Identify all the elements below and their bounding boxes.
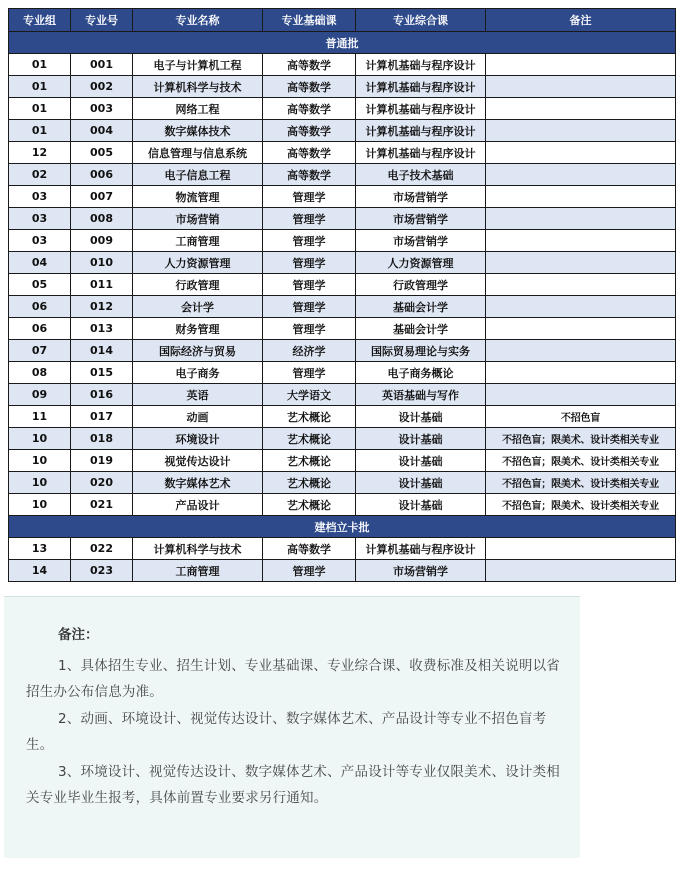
cell-comprehensive-course: 计算机基础与程序设计 (356, 538, 486, 560)
cell-basic-course: 管理学 (263, 560, 356, 582)
cell-comprehensive-course: 电子商务概论 (356, 362, 486, 384)
cell-basic-course: 高等数学 (263, 538, 356, 560)
cell-group: 06 (9, 296, 71, 318)
batch-row (9, 32, 676, 54)
cell-group: 11 (9, 406, 71, 428)
table-row (9, 142, 676, 164)
cell-major-name: 电子与计算机工程 (133, 54, 263, 76)
table-row (9, 98, 676, 120)
table-row (9, 296, 676, 318)
table-row (9, 76, 676, 98)
table-row (9, 252, 676, 274)
note-paragraph-2: 2、动画、环境设计、视觉传达设计、数字媒体艺术、产品设计等专业不招色盲考生。 (26, 711, 547, 753)
cell-comprehensive-course: 行政管理学 (356, 274, 486, 296)
cell-remark (486, 120, 676, 142)
batch-title: 建档立卡批 (9, 516, 676, 538)
cell-group: 09 (9, 384, 71, 406)
cell-basic-course: 高等数学 (263, 98, 356, 120)
cell-basic-course: 艺术概论 (263, 450, 356, 472)
cell-comprehensive-course: 基础会计学 (356, 296, 486, 318)
cell-basic-course: 管理学 (263, 296, 356, 318)
table-row (9, 494, 676, 516)
table-row (9, 120, 676, 142)
cell-major-code: 014 (71, 340, 133, 362)
cell-major-name: 会计学 (133, 296, 263, 318)
cell-comprehensive-course: 计算机基础与程序设计 (356, 142, 486, 164)
note-paragraph-1: 1、具体招生专业、招生计划、专业基础课、专业综合课、收费标准及相关说明以省招生办公布信息为准。 (26, 658, 560, 700)
cell-major-name: 信息管理与信息系统 (133, 142, 263, 164)
table-row (9, 208, 676, 230)
cell-major-name: 电子信息工程 (133, 164, 263, 186)
table-row (9, 274, 676, 296)
cell-major-code: 023 (71, 560, 133, 582)
cell-basic-course: 艺术概论 (263, 472, 356, 494)
cell-basic-course: 管理学 (263, 318, 356, 340)
cell-basic-course: 管理学 (263, 230, 356, 252)
cell-remark (486, 538, 676, 560)
cell-basic-course: 高等数学 (263, 54, 356, 76)
cell-major-name: 市场营销 (133, 208, 263, 230)
cell-group: 07 (9, 340, 71, 362)
cell-comprehensive-course: 计算机基础与程序设计 (356, 76, 486, 98)
cell-major-name: 国际经济与贸易 (133, 340, 263, 362)
notes-box (4, 596, 580, 858)
cell-remark (486, 186, 676, 208)
cell-remark (486, 98, 676, 120)
cell-comprehensive-course: 英语基础与写作 (356, 384, 486, 406)
cell-remark: 不招色盲；限美术、设计类相关专业 (486, 450, 676, 472)
cell-remark (486, 340, 676, 362)
cell-remark (486, 230, 676, 252)
table-row (9, 164, 676, 186)
cell-group: 10 (9, 494, 71, 516)
cell-basic-course: 管理学 (263, 186, 356, 208)
cell-major-name: 物流管理 (133, 186, 263, 208)
cell-major-name: 财务管理 (133, 318, 263, 340)
cell-comprehensive-course: 国际贸易理论与实务 (356, 340, 486, 362)
cell-comprehensive-course: 设计基础 (356, 472, 486, 494)
header-major-name: 专业名称 (133, 9, 263, 32)
cell-major-code: 008 (71, 208, 133, 230)
cell-major-code: 020 (71, 472, 133, 494)
table-row (9, 230, 676, 252)
cell-comprehensive-course: 设计基础 (356, 450, 486, 472)
batch-row (9, 516, 676, 538)
cell-major-name: 视觉传达设计 (133, 450, 263, 472)
table-row (9, 428, 676, 450)
cell-major-name: 数字媒体艺术 (133, 472, 263, 494)
cell-basic-course: 高等数学 (263, 120, 356, 142)
cell-basic-course: 高等数学 (263, 164, 356, 186)
cell-major-code: 010 (71, 252, 133, 274)
cell-remark (486, 560, 676, 582)
table-row (9, 450, 676, 472)
cell-major-name: 计算机科学与技术 (133, 76, 263, 98)
cell-major-name: 工商管理 (133, 230, 263, 252)
cell-remark: 不招色盲；限美术、设计类相关专业 (486, 472, 676, 494)
cell-basic-course: 艺术概论 (263, 494, 356, 516)
cell-group: 10 (9, 472, 71, 494)
cell-remark (486, 362, 676, 384)
table-row (9, 340, 676, 362)
notes-title: 备注： (58, 627, 99, 643)
cell-comprehensive-course: 基础会计学 (356, 318, 486, 340)
table-row (9, 362, 676, 384)
cell-comprehensive-course: 市场营销学 (356, 230, 486, 252)
cell-comprehensive-course: 市场营销学 (356, 208, 486, 230)
table-row (9, 54, 676, 76)
cell-comprehensive-course: 人力资源管理 (356, 252, 486, 274)
cell-comprehensive-course: 设计基础 (356, 494, 486, 516)
cell-major-name: 网络工程 (133, 98, 263, 120)
cell-major-name: 数字媒体技术 (133, 120, 263, 142)
cell-group: 12 (9, 142, 71, 164)
cell-basic-course: 管理学 (263, 208, 356, 230)
cell-basic-course: 高等数学 (263, 142, 356, 164)
cell-group: 01 (9, 98, 71, 120)
cell-group: 01 (9, 76, 71, 98)
cell-comprehensive-course: 计算机基础与程序设计 (356, 98, 486, 120)
cell-group: 02 (9, 164, 71, 186)
cell-major-name: 动画 (133, 406, 263, 428)
cell-major-code: 006 (71, 164, 133, 186)
table-row (9, 560, 676, 582)
cell-remark (486, 274, 676, 296)
cell-comprehensive-course: 计算机基础与程序设计 (356, 120, 486, 142)
table-header (9, 9, 676, 32)
table-row (9, 186, 676, 208)
cell-group: 03 (9, 230, 71, 252)
header-basic-course: 专业基础课 (263, 9, 356, 32)
cell-group: 06 (9, 318, 71, 340)
cell-basic-course: 管理学 (263, 252, 356, 274)
table-body (9, 32, 676, 582)
cell-major-code: 016 (71, 384, 133, 406)
cell-comprehensive-course: 市场营销学 (356, 186, 486, 208)
cell-comprehensive-course: 设计基础 (356, 406, 486, 428)
cell-group: 03 (9, 208, 71, 230)
cell-major-code: 007 (71, 186, 133, 208)
cell-group: 13 (9, 538, 71, 560)
cell-major-name: 英语 (133, 384, 263, 406)
cell-major-code: 011 (71, 274, 133, 296)
cell-remark (486, 252, 676, 274)
cell-remark: 不招色盲；限美术、设计类相关专业 (486, 428, 676, 450)
cell-group: 10 (9, 450, 71, 472)
cell-major-code: 019 (71, 450, 133, 472)
cell-group: 14 (9, 560, 71, 582)
cell-major-code: 009 (71, 230, 133, 252)
header-remark: 备注 (486, 9, 676, 32)
header-comprehensive-course: 专业综合课 (356, 9, 486, 32)
cell-comprehensive-course: 电子技术基础 (356, 164, 486, 186)
header-major-code: 专业号 (71, 9, 133, 32)
cell-major-name: 人力资源管理 (133, 252, 263, 274)
admission-table (8, 8, 676, 582)
cell-major-code: 021 (71, 494, 133, 516)
cell-major-name: 电子商务 (133, 362, 263, 384)
cell-major-code: 015 (71, 362, 133, 384)
cell-major-code: 022 (71, 538, 133, 560)
cell-remark (486, 54, 676, 76)
table-row (9, 538, 676, 560)
cell-major-name: 产品设计 (133, 494, 263, 516)
batch-title: 普通批 (9, 32, 676, 54)
cell-comprehensive-course: 计算机基础与程序设计 (356, 54, 486, 76)
cell-group: 05 (9, 274, 71, 296)
cell-basic-course: 高等数学 (263, 76, 356, 98)
cell-basic-course: 艺术概论 (263, 406, 356, 428)
cell-group: 01 (9, 120, 71, 142)
cell-remark (486, 76, 676, 98)
note-paragraph-3: 3、环境设计、视觉传达设计、数字媒体艺术、产品设计等专业仅限美术、设计类相关专业毕业生报考，具体前置专业要求另行通知。 (26, 764, 560, 806)
cell-group: 01 (9, 54, 71, 76)
cell-major-code: 003 (71, 98, 133, 120)
table-row (9, 472, 676, 494)
cell-remark: 不招色盲；限美术、设计类相关专业 (486, 494, 676, 516)
cell-major-code: 017 (71, 406, 133, 428)
table-row (9, 384, 676, 406)
cell-major-code: 005 (71, 142, 133, 164)
cell-major-name: 计算机科学与技术 (133, 538, 263, 560)
cell-major-name: 工商管理 (133, 560, 263, 582)
cell-group: 04 (9, 252, 71, 274)
cell-remark (486, 208, 676, 230)
cell-major-code: 018 (71, 428, 133, 450)
cell-major-code: 001 (71, 54, 133, 76)
cell-remark (486, 142, 676, 164)
cell-remark: 不招色盲 (486, 406, 676, 428)
cell-basic-course: 大学语文 (263, 384, 356, 406)
header-row (9, 9, 676, 32)
table-row (9, 318, 676, 340)
header-group: 专业组 (9, 9, 71, 32)
cell-basic-course: 管理学 (263, 362, 356, 384)
cell-comprehensive-course: 设计基础 (356, 428, 486, 450)
cell-major-code: 012 (71, 296, 133, 318)
cell-group: 03 (9, 186, 71, 208)
cell-basic-course: 管理学 (263, 274, 356, 296)
cell-remark (486, 318, 676, 340)
cell-remark (486, 164, 676, 186)
cell-group: 10 (9, 428, 71, 450)
cell-basic-course: 经济学 (263, 340, 356, 362)
cell-major-code: 002 (71, 76, 133, 98)
cell-remark (486, 296, 676, 318)
table-row (9, 406, 676, 428)
cell-major-name: 环境设计 (133, 428, 263, 450)
cell-remark (486, 384, 676, 406)
cell-major-name: 行政管理 (133, 274, 263, 296)
cell-major-code: 004 (71, 120, 133, 142)
cell-group: 08 (9, 362, 71, 384)
cell-major-code: 013 (71, 318, 133, 340)
cell-comprehensive-course: 市场营销学 (356, 560, 486, 582)
cell-basic-course: 艺术概论 (263, 428, 356, 450)
